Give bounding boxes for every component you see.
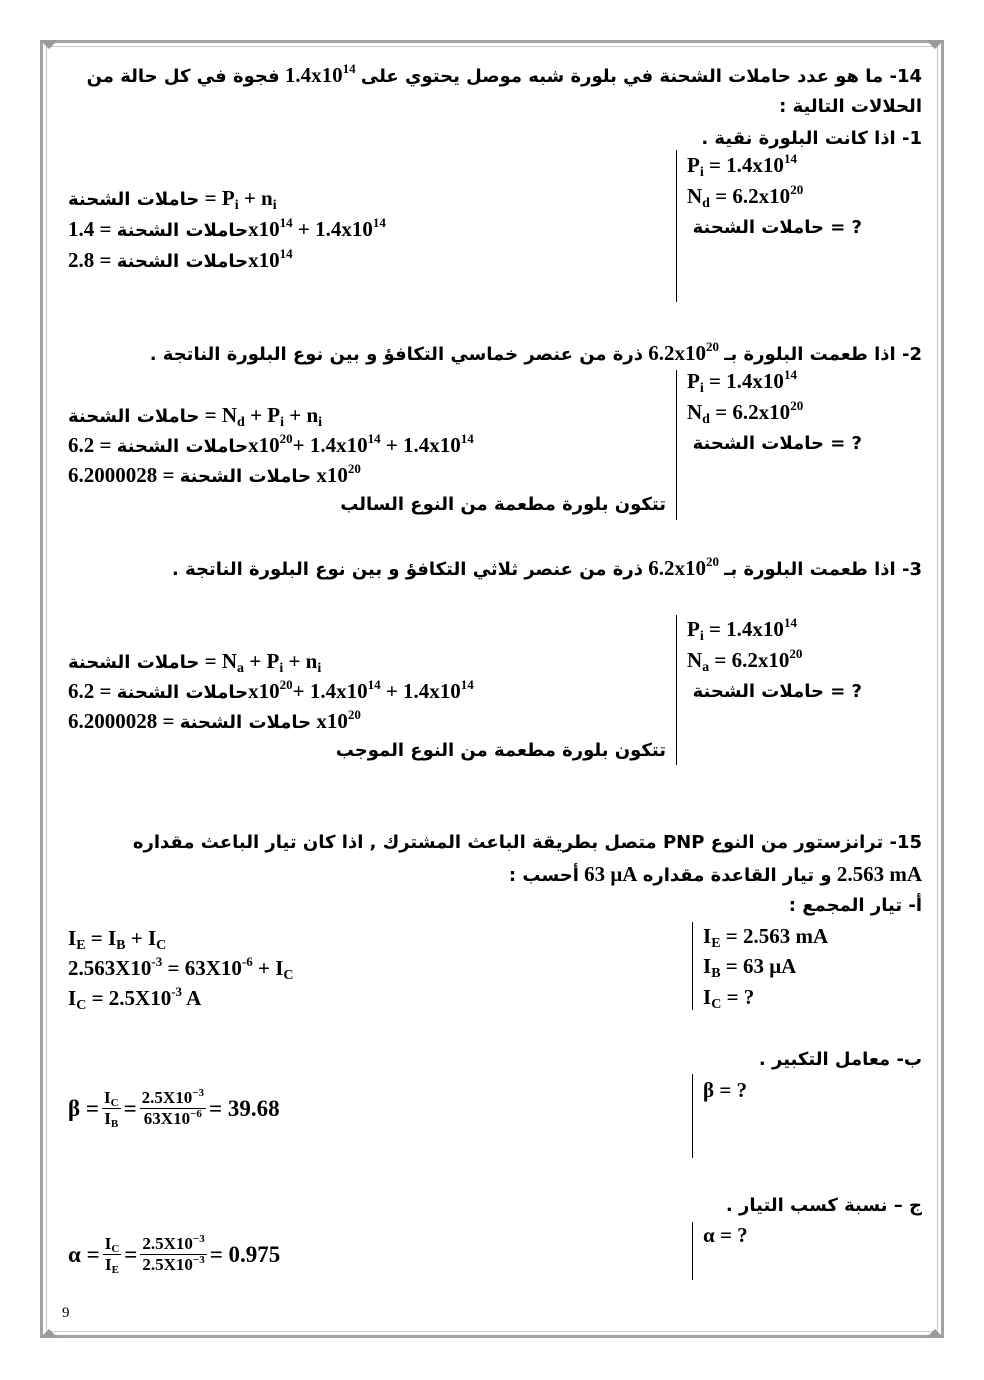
q15-title-line2: 2.563 mA و تيار القاعدة مقداره 63 μA أحسب : [508, 862, 922, 886]
q14-p3-eq2: حاملات الشحنة = $6.2x10^{20}+ 1.4x10^{14} + 1.4x10^{14}$ [68, 677, 474, 703]
given-pi: $P_i = 1.4x10^{14}$ [687, 367, 797, 396]
given-ib: $I_B = 63$ μA [703, 954, 797, 981]
q15-c-equation: α = $\frac{I_C}{I_E}$ = $\frac{2.5X10^{-3}}{2.5X10^{-3}}$ = 0.975 [68, 1233, 281, 1276]
given-pi: $P_i = 1.4x10^{14}$ [687, 151, 797, 180]
given-divider [676, 150, 677, 302]
given-beta: β = ? [703, 1078, 748, 1102]
q15-b-heading: ب- معامل التكبير . [758, 1049, 922, 1070]
given-pi: $P_i = 1.4x10^{14}$ [687, 615, 797, 644]
corner-ornament [40, 40, 58, 49]
given-unknown: ? = حاملات الشحنة [692, 681, 862, 702]
page-number: 9 [62, 1305, 70, 1321]
given-alpha: α = ? [703, 1223, 748, 1247]
given-unknown: ? = حاملات الشحنة [692, 217, 862, 238]
q15-a-eq1: $I_E = I_B + I_C$ [68, 926, 167, 953]
given-divider [676, 370, 677, 520]
given-ic: $I_C$ = ? [703, 985, 755, 1012]
q14-title-line2: الحلالات التالية : [779, 96, 922, 117]
q14-p1-eq1: حاملات الشحنة = $P_i + n_i$ [68, 186, 277, 213]
given-na: $N_a = 6.2x10^{20}$ [687, 646, 803, 675]
q15-c-heading: ج – نسبة كسب التيار . [725, 1195, 922, 1216]
given-ie: $I_E = 2.563$ mA [703, 924, 829, 951]
q14-part2-heading: 2- اذا طعمت البلورة بـ $6.2x10^{20}$ ذرة من عنصر خماسي التكافؤ و بين نوع البلورة الناتجة . [149, 339, 922, 365]
q14-title: 14- ما هو عدد حاملات الشحنة في بلورة شبه موصل يحتوي على $1.4x10^{14}$ فجوة في كل حالة من [86, 61, 922, 87]
q15-a-eq2: $2.563X10^{-3} = 63X10^{-6} + I_C$ [68, 954, 294, 983]
given-divider [692, 1222, 693, 1280]
fraction: $\frac{2.5X10^{-3}}{63X10^{-6}}$ [141, 1087, 204, 1128]
q14-part1-heading: 1- اذا كانت البلورة نقية . [701, 128, 922, 149]
q14-p3-eq1: حاملات الشحنة = $N_a + P_i + n_i$ [68, 649, 322, 676]
q14-p2-conclusion: تتكون بلورة مطعمة من النوع السالب [340, 494, 666, 515]
corner-ornament [40, 1329, 58, 1338]
q14-p3-eq3: حاملات الشحنة = 6.2000028 $x10^{20}$ [68, 707, 361, 733]
q14-p3-conclusion: تتكون بلورة مطعمة من النوع الموجب [335, 740, 666, 761]
q14-p2-eq3: حاملات الشحنة = 6.2000028 $x10^{20}$ [68, 461, 361, 487]
q15-a-eq3: $I_C = 2.5X10^{-3}$ A [68, 984, 202, 1013]
fraction: $\frac{2.5X10^{-3}}{2.5X10^{-3}}$ [142, 1233, 205, 1274]
q14-p1-eq2: حاملات الشحنة = $1.4x10^{14} + 1.4x10^{14}$ [68, 215, 386, 241]
q14-p2-eq2: حاملات الشحنة = $6.2x10^{20}+ 1.4x10^{14} + 1.4x10^{14}$ [68, 431, 474, 457]
given-unknown: ? = حاملات الشحنة [692, 433, 862, 454]
given-divider [692, 922, 693, 1010]
corner-ornament [926, 1329, 944, 1338]
corner-ornament [926, 40, 944, 49]
q15-a-heading: أ- تيار المجمع : [788, 895, 922, 916]
q14-p2-eq1: حاملات الشحنة = $N_d + P_i + n_i$ [68, 403, 323, 430]
q14-part3-heading: 3- اذا طعمت البلورة بـ $6.2x10^{20}$ ذرة من عنصر ثلاثي التكافؤ و بين نوع البلورة الناتجة . [172, 554, 922, 580]
q15-b-equation: β = $\frac{I_C}{I_B}$ = $\frac{2.5X10^{-3}}{63X10^{-6}}$ = 39.68 [68, 1087, 280, 1130]
q15-title: 15- ترانزستور من النوع PNP متصل بطريقة الباعث المشترك , اذا كان تيار الباعث مقداره [132, 832, 922, 853]
given-nd: $N_d = 6.2x10^{20}$ [687, 398, 804, 427]
fraction: $\frac{I_C}{I_B}$ [103, 1088, 119, 1130]
given-divider [692, 1074, 693, 1158]
given-divider [676, 615, 677, 765]
fraction: $\frac{I_C}{I_E}$ [104, 1234, 120, 1276]
q14-p1-eq3: حاملات الشحنة = $2.8x10^{14}$ [68, 246, 293, 272]
given-nd: $N_d = 6.2x10^{20}$ [687, 182, 804, 211]
